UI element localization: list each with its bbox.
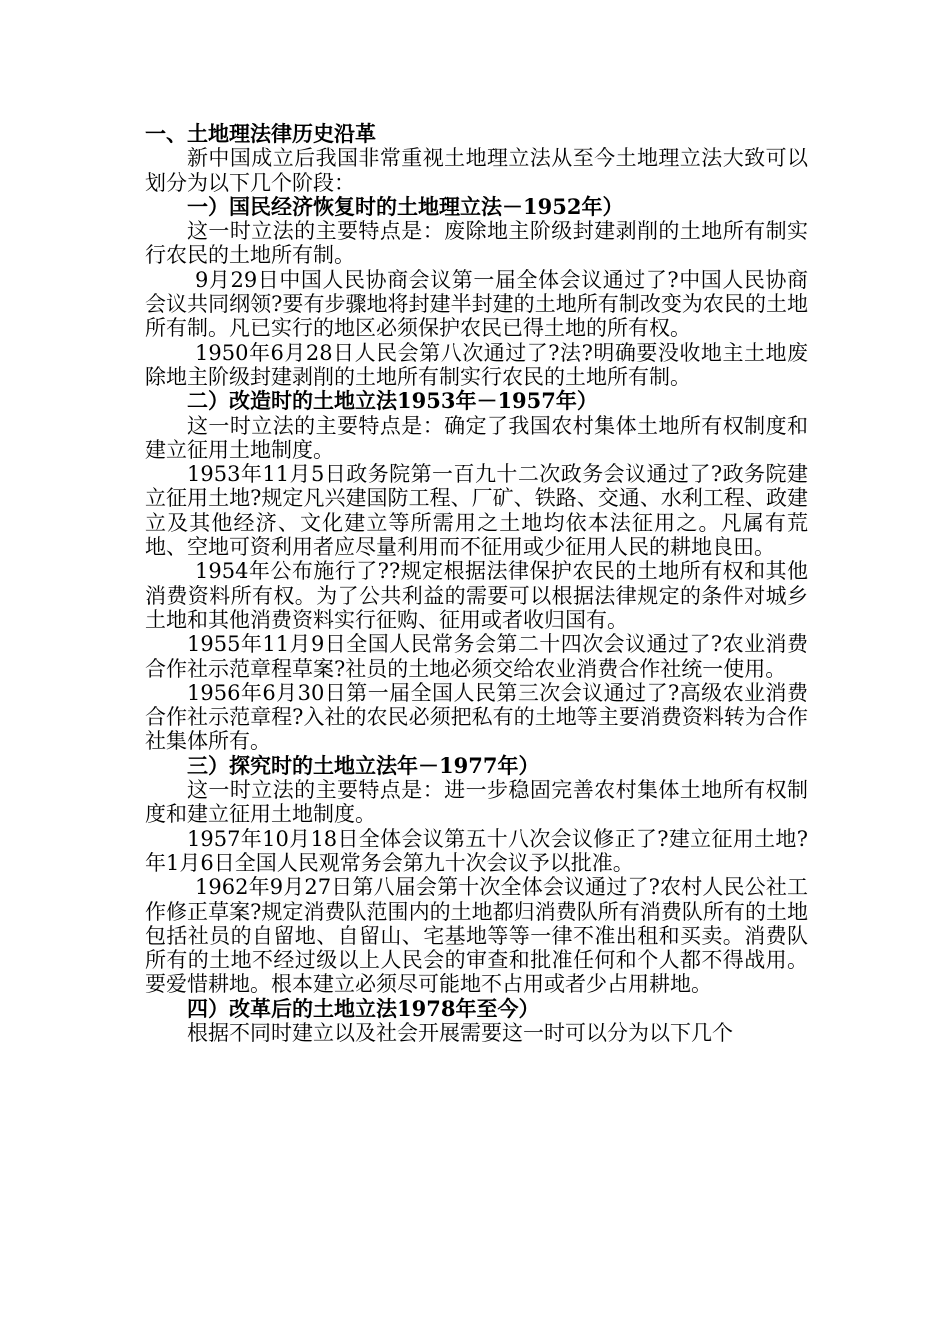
subheading-period-4: 四）改革后的土地立法1978年至今）: [187, 995, 540, 1021]
paragraph-1957-revision: 1957年10月18日全体会议第五十八次会议修正了?建立征用土地?年1月6日全国人民观常务会第九十次会议予以批准。: [145, 826, 808, 875]
paragraph-1953-land-requisition: 1953年11月5日政务院第一百九十二次政务会议通过了?政务院建立征用土地?规定凡兴建国防工程、厂矿、铁路、交通、水利工程、政建立及其他经济、文化建立等所需用之土地均依本法征用之。凡属有荒地、空地可资利用者应尽量利用而不征用或少征用人民的耕地良田。: [145, 462, 808, 560]
paragraph-period-2-features: 这一时立法的主要特点是：确定了我国农村集体土地所有权制度和建立征用土地制度。: [145, 413, 808, 462]
subheading-period-3: 三）探究时的土地立法年－1977年）: [187, 752, 540, 778]
subheading-period-1: 一）国民经济恢复时的土地理立法－1952年）: [187, 193, 624, 219]
intro-paragraph: 新中国成立后我国非常重视土地理立法从至今土地理立法大致可以划分为以下几个阶段：: [145, 146, 808, 195]
document-page: [145, 122, 808, 1045]
paragraph-1954-constitution: 1954年公布施行了??规定根据法律保护农民的土地所有权和其他消费资料所有权。为了公共利益的需要可以根据法律规定的条件对城乡土地和其他消费资料实行征购、征用或者收归国有。: [145, 559, 808, 632]
section-title: 一、土地理法律历史沿革: [145, 121, 376, 146]
paragraph-period-4-intro: 根据不同时建立以及社会开展需要这一时可以分为以下几个: [187, 1020, 733, 1045]
paragraph-1950-law: 1950年6月28日人民会第八次通过了?法?明确要没收地主土地废除地主阶级封建剥削的土地所有制实行农民的土地所有制。: [145, 340, 808, 389]
paragraph-period-3-features: 这一时立法的主要特点是：进一步稳固完善农村集体土地所有权制度和建立征用土地制度。: [145, 778, 808, 827]
paragraph-1956-advanced-cooperative: 1956年6月30日第一届全国人民第三次会议通过了?高级农业消费合作社示范章程?入社的农民必须把私有的土地等主要消费资料转为合作社集体所有。: [145, 680, 808, 754]
subheading-period-2: 二）改造时的土地立法1953年－1957年）: [187, 388, 598, 414]
paragraph-period-1-features: 这一时立法的主要特点是：废除地主阶级封建剥削的土地所有制实行农民的土地所有制。: [145, 219, 808, 268]
paragraph-1955-cooperative: 1955年11月9日全国人民常务会第二十四次会议通过了?农业消费合作社示范章程草案?社员的土地必须交给农业消费合作社统一使用。: [145, 632, 808, 681]
paragraph-1962-commune: 1962年9月27日第八届会第十次全体会议通过了?农村人民公社工作修正草案?规定消费队范围内的土地都归消费队所有消费队所有的土地包括社员的自留地、自留山、宅基地等等一律不准出租和买卖。消费队所有的土地不经过级以上人民会的审查和批准任何和个人都不得战用。要爱惜耕地。根本建立必须尽可能地不占用或者少占用耕地。: [145, 875, 808, 997]
paragraph-common-program: 9月29日中国人民协商会议第一届全体会议通过了?中国人民协商会议共同纲领?要有步骤地将封建半封建的土地所有制改变为农民的土地所有制。凡已实行的地区必须保护农民已得土地的所有权。: [145, 267, 808, 341]
